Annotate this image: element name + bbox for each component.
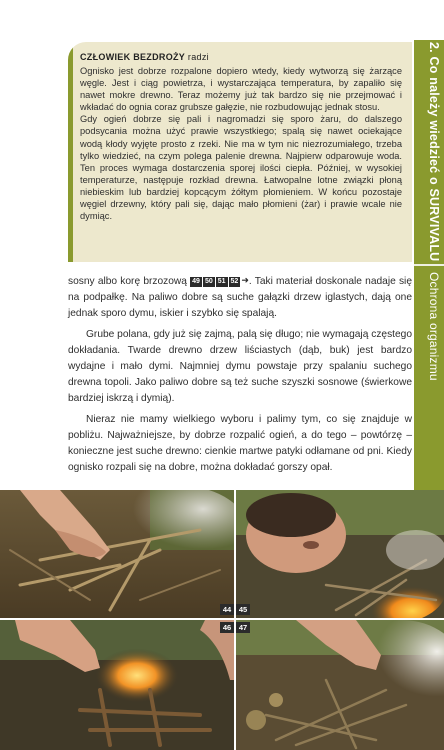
tip-paragraph-1: Ognisko jest dobrze rozpalone dopiero wtedy, kiedy wytworzą się żarzące węgle. Jest i ciąg powietrza, i wystarczająca temperatura, by zapaliło się nawet mokre drewno. Teraz możemy już tak bardzo się nie przejmować i wkładać do ognia coraz grubsze gałęzie, nie rozbudowując jednak stosu.: [80, 66, 402, 113]
tip-box-text: [80, 65, 402, 222]
body-paragraph-1-start: sosny albo korę brzozową: [68, 276, 187, 287]
tip-box-header: [80, 52, 209, 62]
chapter-title-vertical: [415, 42, 443, 262]
photo-45-image: [236, 490, 444, 618]
tip-box-header-bold: CZŁOWIEK BEZDROŻY: [80, 52, 186, 62]
chapter-title: 2. Co należy wiedzieć o SURVIVALU: [427, 42, 441, 262]
tip-box-accent: [68, 42, 73, 262]
photo-number-47: 47: [236, 622, 250, 633]
body-text: [68, 272, 412, 476]
photo-number-44: 44: [220, 604, 234, 615]
section-title-vertical: [415, 272, 443, 412]
photo-grid: [0, 490, 444, 750]
photo-ref-50: 50: [204, 278, 213, 285]
photo-ref-51: 51: [217, 278, 226, 285]
arrow-right-icon: ➜: [241, 275, 249, 285]
sidebar-divider: [414, 264, 444, 266]
photo-references: [190, 272, 249, 289]
body-paragraph-1: sosny albo korę brzozową 49 50 51 52 ➜. Taki materiał doskonale nadaje się na podpałkę. Na paliwo dobre są suche gałązki drzew iglastych, dają one jednak sporo dymu, iskier i szybko się spalają.: [68, 272, 412, 322]
tip-box-header-rest: radzi: [187, 52, 209, 62]
section-title: Ochrona organizmu: [427, 272, 441, 381]
photo-number-45: 45: [236, 604, 250, 615]
photo-47: [236, 620, 444, 750]
tip-paragraph-2: Gdy ogień dobrze się pali i nagromadzi się sporo żaru, do dalszego podsycania można użyć prawie wszystkiego; spalą się nawet ociekające wodą kłody wyjęte prosto z rzeki. Nie ma w tym nic niezrozumiałego, trzeba tylko wiedzieć, na czym polega palenie drewna. Najpierw odparowuje woda. Ten proces wymaga dostarczenia sporej ilości ciepła. Później, w wysokiej temperaturze, następuje rozkład drewna. Łatwopalne lotne związki płoną niebieskim lub bardziej kopcącym żółtym płomieniem. W końcu pozostaje węgiel drzewny, który pali się, dając mało płomieni (żar) i prawie wcale nie dymiąc.: [80, 114, 402, 222]
photo-47-image: [236, 620, 444, 750]
body-paragraph-1-end: Taki materiał doskonale nadaje się na podpałkę. Na paliwo dobre są suche gałązki drzew iglastych, dają one jednak sporo dymu, iskier i szybko się spalają.: [68, 276, 412, 319]
photo-ref-52: 52: [230, 278, 239, 285]
body-paragraph-3: Nieraz nie mamy wielkiego wyboru i palimy tym, co się znajduje w pobliżu. Najważniejsze, by dobrze rozpalić ogień, a do tego – powtórzę – konieczne jest suche drewno: cienkie martwe patyki odłamane od pni. Kiedy ognisko rozpali się na dobre, można dokładać gorszy opał.: [68, 414, 412, 473]
photo-ref-49: 49: [192, 278, 200, 285]
photo-46-image: [0, 620, 234, 750]
photo-number-46: 46: [220, 622, 234, 633]
photo-46: [0, 620, 234, 750]
photo-45: [236, 490, 444, 618]
photo-44-image: [0, 490, 234, 618]
body-paragraph-2: Grube polana, gdy już się zajmą, palą się długo; nie wymagają częstego dokładania. Twarde drewno drzew liściastych (dąb, buk) jest bardzo wydajne i mało dymi. Najmniej dymu powstaje przy spalaniu suchego drewna topoli. Jako paliwo dobre są też suche szyszki sosnowe (świerkowe bardziej iskrzą i dymią).: [68, 329, 412, 404]
photo-44: [0, 490, 234, 618]
tip-box: [68, 42, 412, 262]
